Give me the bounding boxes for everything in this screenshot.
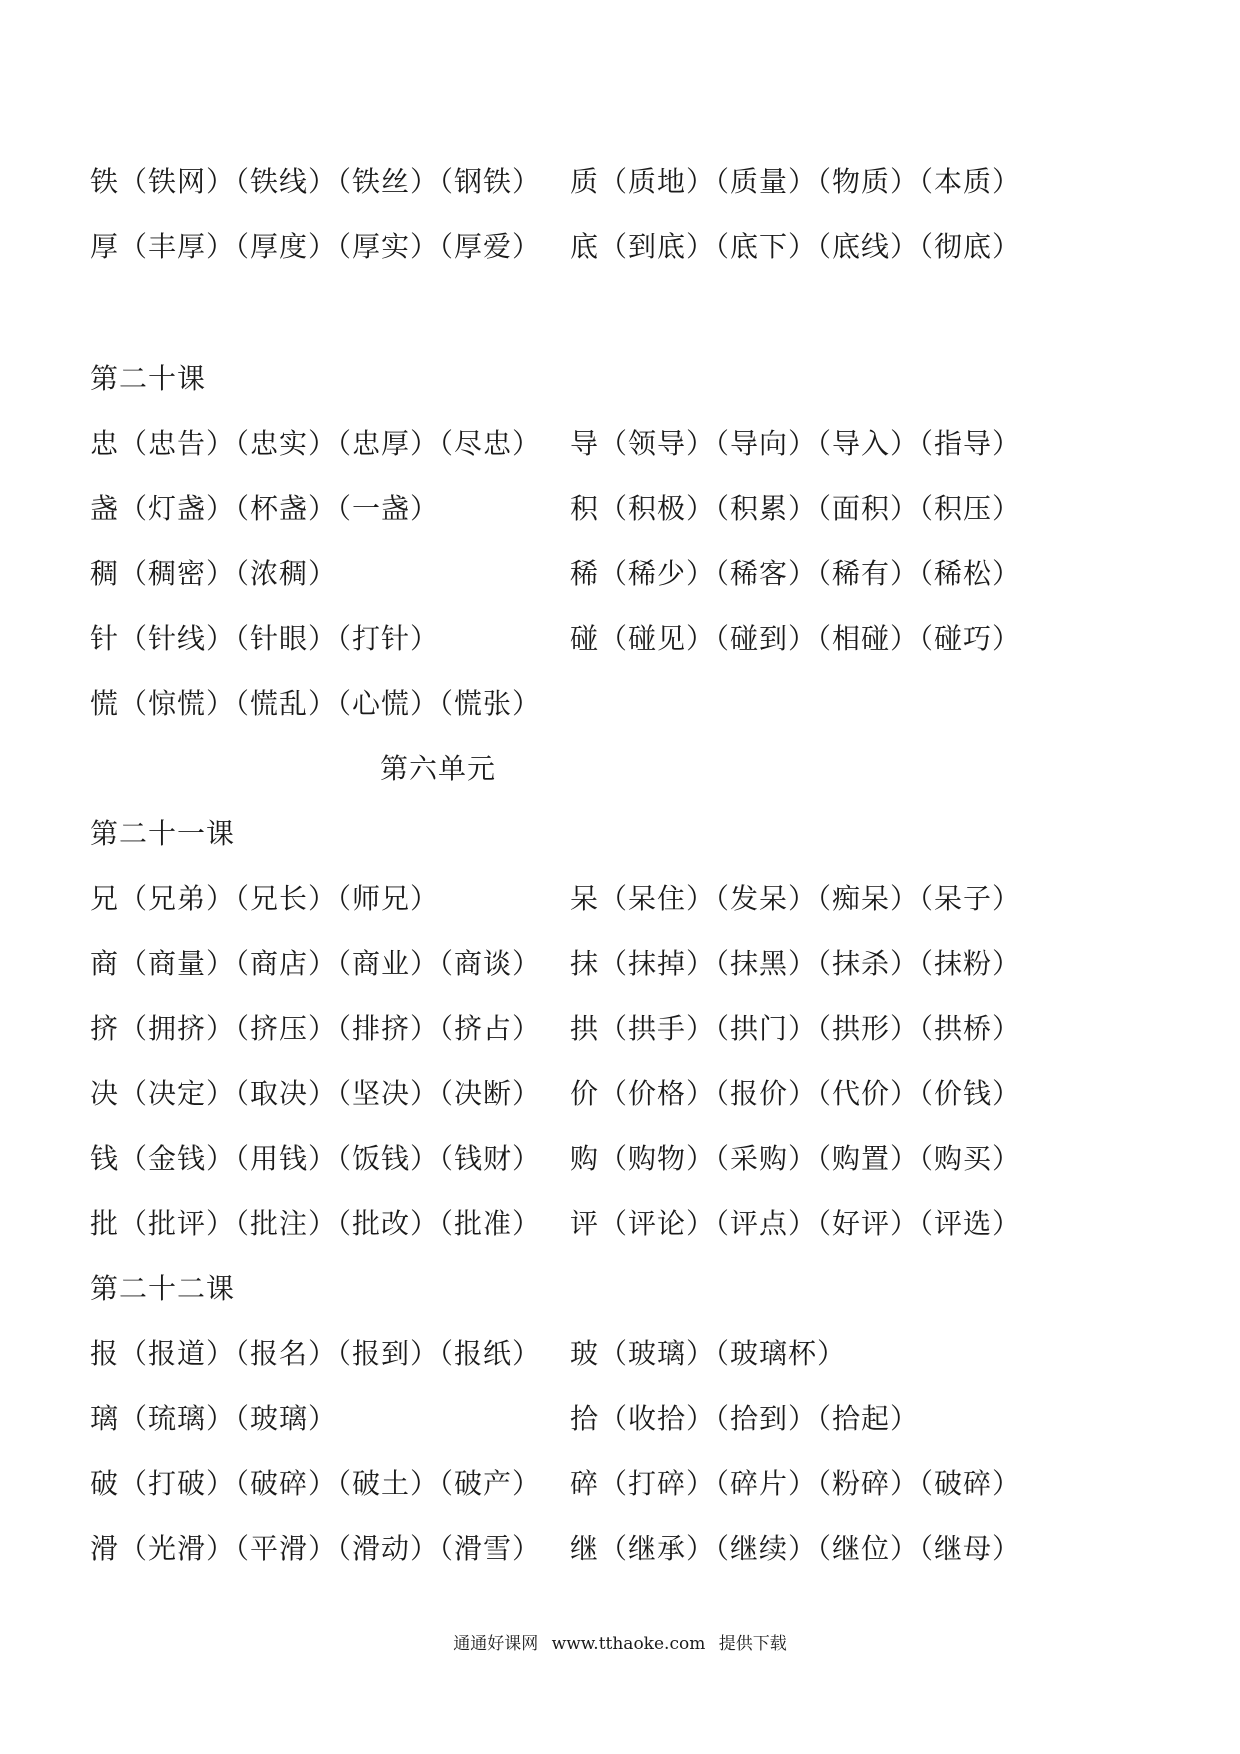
word-entry-left: 慌（惊慌）（慌乱）（心慌）（慌张） xyxy=(90,687,542,720)
word-entry-right: 碎（打碎）（碎片）（粉碎）（破碎） xyxy=(570,1467,1022,1500)
word-entry-right: 继（继承）（继续）（继位）（继母） xyxy=(570,1532,1022,1565)
word-row xyxy=(90,160,1150,204)
word-entry-left: 兄（兄弟）（兄长）（师兄） xyxy=(90,882,440,915)
word-row xyxy=(90,1462,1150,1506)
word-entry-left: 稠（稠密）（浓稠） xyxy=(90,557,338,590)
word-row xyxy=(90,225,1150,269)
footer-site-name: 通通好课网 xyxy=(453,1634,539,1654)
word-entry-right: 底（到底）（底下）（底线）（彻底） xyxy=(570,230,1022,263)
page-footer xyxy=(0,1632,1240,1656)
word-entry-left: 报（报道）（报名）（报到）（报纸） xyxy=(90,1337,542,1370)
word-entry-right: 呆（呆住）（发呆）（痴呆）（呆子） xyxy=(570,882,1022,915)
word-row xyxy=(90,487,1150,531)
word-entry-right: 价（价格）（报价）（代价）（价钱） xyxy=(570,1077,1022,1110)
word-row xyxy=(90,617,1150,661)
lesson-22-heading: 第二十二课 xyxy=(90,1272,236,1305)
lesson-20-heading: 第二十课 xyxy=(90,362,207,395)
word-entry-right: 导（领导）（导向）（导入）（指导） xyxy=(570,427,1022,460)
footer-suffix: 提供下载 xyxy=(718,1634,787,1654)
word-entry-right: 碰（碰见）（碰到）（相碰）（碰巧） xyxy=(570,622,1022,655)
word-entry-right: 抹（抹掉）（抹黑）（抹杀）（抹粉） xyxy=(570,947,1022,980)
word-entry-left: 钱（金钱）（用钱）（饭钱）（钱财） xyxy=(90,1142,542,1175)
word-entry-left: 批（批评）（批注）（批改）（批准） xyxy=(90,1207,542,1240)
word-entry-right: 评（评论）（评点）（好评）（评选） xyxy=(570,1207,1022,1240)
word-entry-right: 质（质地）（质量）（物质）（本质） xyxy=(570,165,1022,198)
word-entry-left: 破（打破）（破碎）（破土）（破产） xyxy=(90,1467,542,1500)
footer-url[interactable]: www.tthaoke.com xyxy=(551,1634,706,1654)
word-entry-left: 璃（琉璃）（玻璃） xyxy=(90,1402,338,1435)
word-entry-left: 挤（拥挤）（挤压）（排挤）（挤占） xyxy=(90,1012,542,1045)
word-row xyxy=(90,1332,1150,1376)
word-entry-left: 针（针线）（针眼）（打针） xyxy=(90,622,440,655)
word-entry-left: 厚（丰厚）（厚度）（厚实）（厚爱） xyxy=(90,230,542,263)
word-entry-left: 忠（忠告）（忠实）（忠厚）（尽忠） xyxy=(90,427,542,460)
word-row xyxy=(90,1072,1150,1116)
lesson-21-heading: 第二十一课 xyxy=(90,817,236,850)
word-entry-right: 拱（拱手）（拱门）（拱形）（拱桥） xyxy=(570,1012,1022,1045)
word-row xyxy=(90,682,1150,726)
word-entry-left: 盏（灯盏）（杯盏）（一盏） xyxy=(90,492,440,525)
word-row xyxy=(90,1137,1150,1181)
word-entry-right: 玻（玻璃）（玻璃杯） xyxy=(570,1337,847,1370)
word-entry-left: 商（商量）（商店）（商业）（商谈） xyxy=(90,947,542,980)
word-entry-left: 决（决定）（取决）（坚决）（决断） xyxy=(90,1077,542,1110)
word-row xyxy=(90,942,1150,986)
word-entry-left: 滑（光滑）（平滑）（滑动）（滑雪） xyxy=(90,1532,542,1565)
word-entry-right: 稀（稀少）（稀客）（稀有）（稀松） xyxy=(570,557,1022,590)
word-row xyxy=(90,1202,1150,1246)
word-entry-right: 拾（收拾）（拾到）（拾起） xyxy=(570,1402,920,1435)
word-entry-left: 铁（铁网）（铁线）（铁丝）（钢铁） xyxy=(90,165,542,198)
word-row xyxy=(90,1527,1150,1571)
unit-6-title: 第六单元 xyxy=(380,752,497,785)
word-row xyxy=(90,1007,1150,1051)
word-row xyxy=(90,552,1150,596)
word-row xyxy=(90,1397,1150,1441)
word-entry-right: 积（积极）（积累）（面积）（积压） xyxy=(570,492,1022,525)
word-entry-right: 购（购物）（采购）（购置）（购买） xyxy=(570,1142,1022,1175)
word-row xyxy=(90,422,1150,466)
word-row xyxy=(90,877,1150,921)
